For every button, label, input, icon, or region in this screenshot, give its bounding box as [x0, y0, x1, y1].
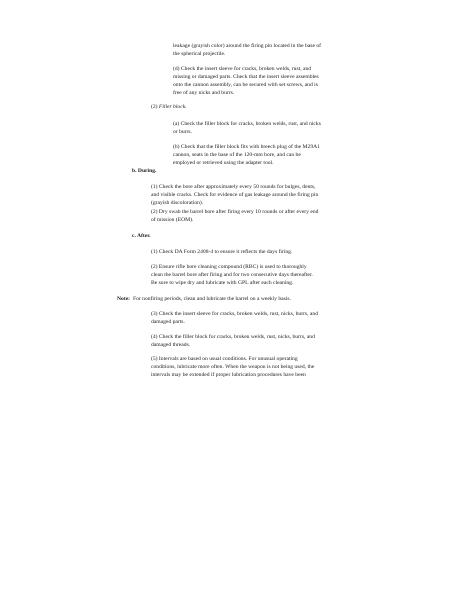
- note-text: For nonfiring periods, clean and lubricate the barrel on a weekly basis.: [133, 296, 291, 302]
- after-check-5: (5) Intervals are based on usual conditions. For unusual operating conditions, lubricate more often. When the weapon is not being used, the intervals may be extended if proper lubrication procedures have been: [151, 356, 315, 378]
- during-heading: b. During.: [132, 168, 157, 174]
- after-check-4: (4) Check the filler block for cracks, broken welds, rust, nicks, burrs, and damaged threads.: [151, 334, 315, 348]
- during-check-1: (1) Check the bore after approximately every 50 rounds for bulges, dents, and visible cracks. Check for evidence of gas leakage around the firing pin (grayish discoloration).: [151, 184, 319, 206]
- note-label: Note:: [117, 296, 131, 302]
- filler-block-check-b: (b) Check that the filler block fits with breech plug of the M29A1 cannon, seats in the base of the 120-mm bore, and can be employed or retrieved using the adapter tool.: [173, 144, 320, 166]
- after-heading: c. After.: [132, 233, 151, 239]
- during-check-2: (2) Dry swab the barrel bore after firing every 10 rounds or after every end of mission (EOM).: [151, 209, 319, 223]
- continued-leakage-paragraph: leakage (grayish color) around the firing pin located in the base of the spherical projectile.: [173, 43, 322, 57]
- after-check-1: (1) Check DA Form 2408-4 to ensure it reflects the days firing.: [151, 249, 293, 255]
- filler-block-check-a: (a) Check the filler block for cracks, broken welds, rust, and nicks or burrs.: [173, 121, 321, 135]
- after-check-2: (2) Ensure rifle bore cleaning compound (RBC) is used to thoroughly clean the barrel bore after firing and for two consecutive days thereafter. Be sure to wipe dry and lubricate with GPL after each cleaning.: [151, 264, 313, 286]
- filler-block-heading: (2) Filler block.: [151, 104, 187, 110]
- after-check-3: (3) Check the insert sleeve for cracks, broken welds, rust, nicks, burrs, and damaged parts.: [151, 311, 318, 325]
- insert-sleeve-check-d: (d) Check the insert sleeve for cracks, broken welds, rust, and missing or damaged parts. Check that the insert sleeve assembles onto the cannon assembly, can be secured with set screws, and is free of any nicks and burrs.: [173, 66, 319, 96]
